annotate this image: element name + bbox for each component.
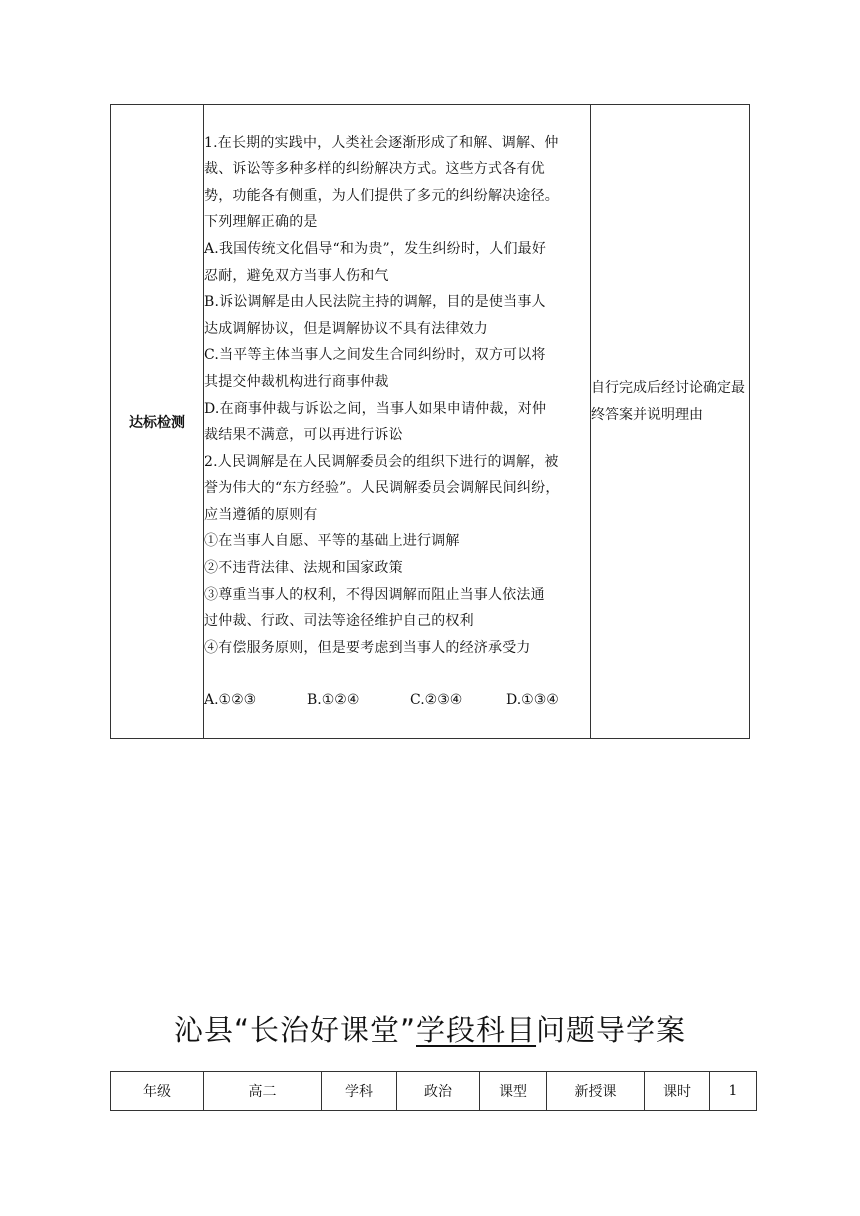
note-cell: [591, 105, 750, 739]
questions-cell: [204, 105, 591, 739]
title-suffix: 问题导学案: [536, 1013, 687, 1047]
type-label: 课型: [480, 1072, 547, 1111]
option-d-line: 裁结果不满意，可以再进行诉讼: [204, 427, 403, 444]
period-value: 1: [710, 1072, 757, 1111]
option-a-line: 忍耐，避免双方当事人伤和气: [204, 267, 389, 284]
type-value: 新授课: [547, 1072, 645, 1111]
title-stage: 学段: [416, 1013, 477, 1047]
question-line: 1.在长期的实践中，人类社会逐渐形成了和解、调解、仲: [204, 134, 559, 151]
option-d-line: D.在商事仲裁与诉讼之间，当事人如果申请仲裁，对仲: [204, 400, 547, 417]
section-label: 达标检测: [111, 105, 204, 739]
question-line: 下列理解正确的是: [204, 214, 318, 231]
grade-value: 高二: [204, 1072, 322, 1111]
option-c-line: 其提交仲裁机构进行商事仲裁: [204, 373, 389, 390]
question-1: [204, 130, 590, 449]
course-info-table: [110, 1071, 757, 1111]
option-b-line: 达成调解协议，但是调解协议不具有法律效力: [204, 320, 488, 337]
option-b: B.①②④: [307, 692, 360, 709]
question-line: 2.人民调解是在人民调解委员会的组织下进行的调解，被: [204, 453, 559, 470]
period-label: 课时: [645, 1072, 710, 1111]
option-c-line: C.当平等主体当事人之间发生合同纠纷时，双方可以将: [204, 347, 546, 364]
subject-label: 学科: [322, 1072, 397, 1111]
question-line: 誉为伟大的“东方经验”。人民调解委员会调解民间纠纷，: [204, 480, 560, 497]
statement-1: ①在当事人自愿、平等的基础上进行调解: [204, 533, 460, 550]
question-2: [204, 449, 590, 714]
grade-label: 年级: [111, 1072, 204, 1111]
title-subject: 科目: [476, 1013, 537, 1047]
statement-2: ②不违背法律、法规和国家政策: [204, 560, 403, 577]
statement-4: ④有偿服务原则，但是要考虑到当事人的经济承受力: [204, 639, 531, 656]
option-a: A.①②③: [204, 692, 257, 709]
option-d: D.①③④: [506, 692, 559, 709]
question-line: 应当遵循的原则有: [204, 506, 318, 523]
subject-value: 政治: [397, 1072, 480, 1111]
question-line: 势，功能各有侧重，为人们提供了多元的纠纷解决途径。: [204, 187, 559, 204]
option-c: C.②③④: [410, 692, 463, 709]
answer-options: [204, 687, 590, 713]
option-a-line: A.我国传统文化倡导“和为贵”，发生纠纷时，人们最好: [204, 240, 547, 257]
instruction-note: 自行完成后经讨论确定最终答案并说明理由: [591, 379, 745, 423]
option-b-line: B.诉讼调解是由人民法院主持的调解，目的是使当事人: [204, 294, 546, 311]
question-line: 裁、诉讼等多种多样的纠纷解决方式。这些方式各有优: [204, 161, 545, 178]
document-title: [0, 1008, 860, 1049]
statement-3: ③尊重当事人的权利，不得因调解而阻止当事人依法通: [204, 586, 545, 603]
statement-3: 过仲裁、行政、司法等途径维护自己的权利: [204, 613, 474, 630]
title-prefix: 沁县“长治好课堂”: [173, 1013, 416, 1047]
assessment-table: [110, 104, 750, 739]
